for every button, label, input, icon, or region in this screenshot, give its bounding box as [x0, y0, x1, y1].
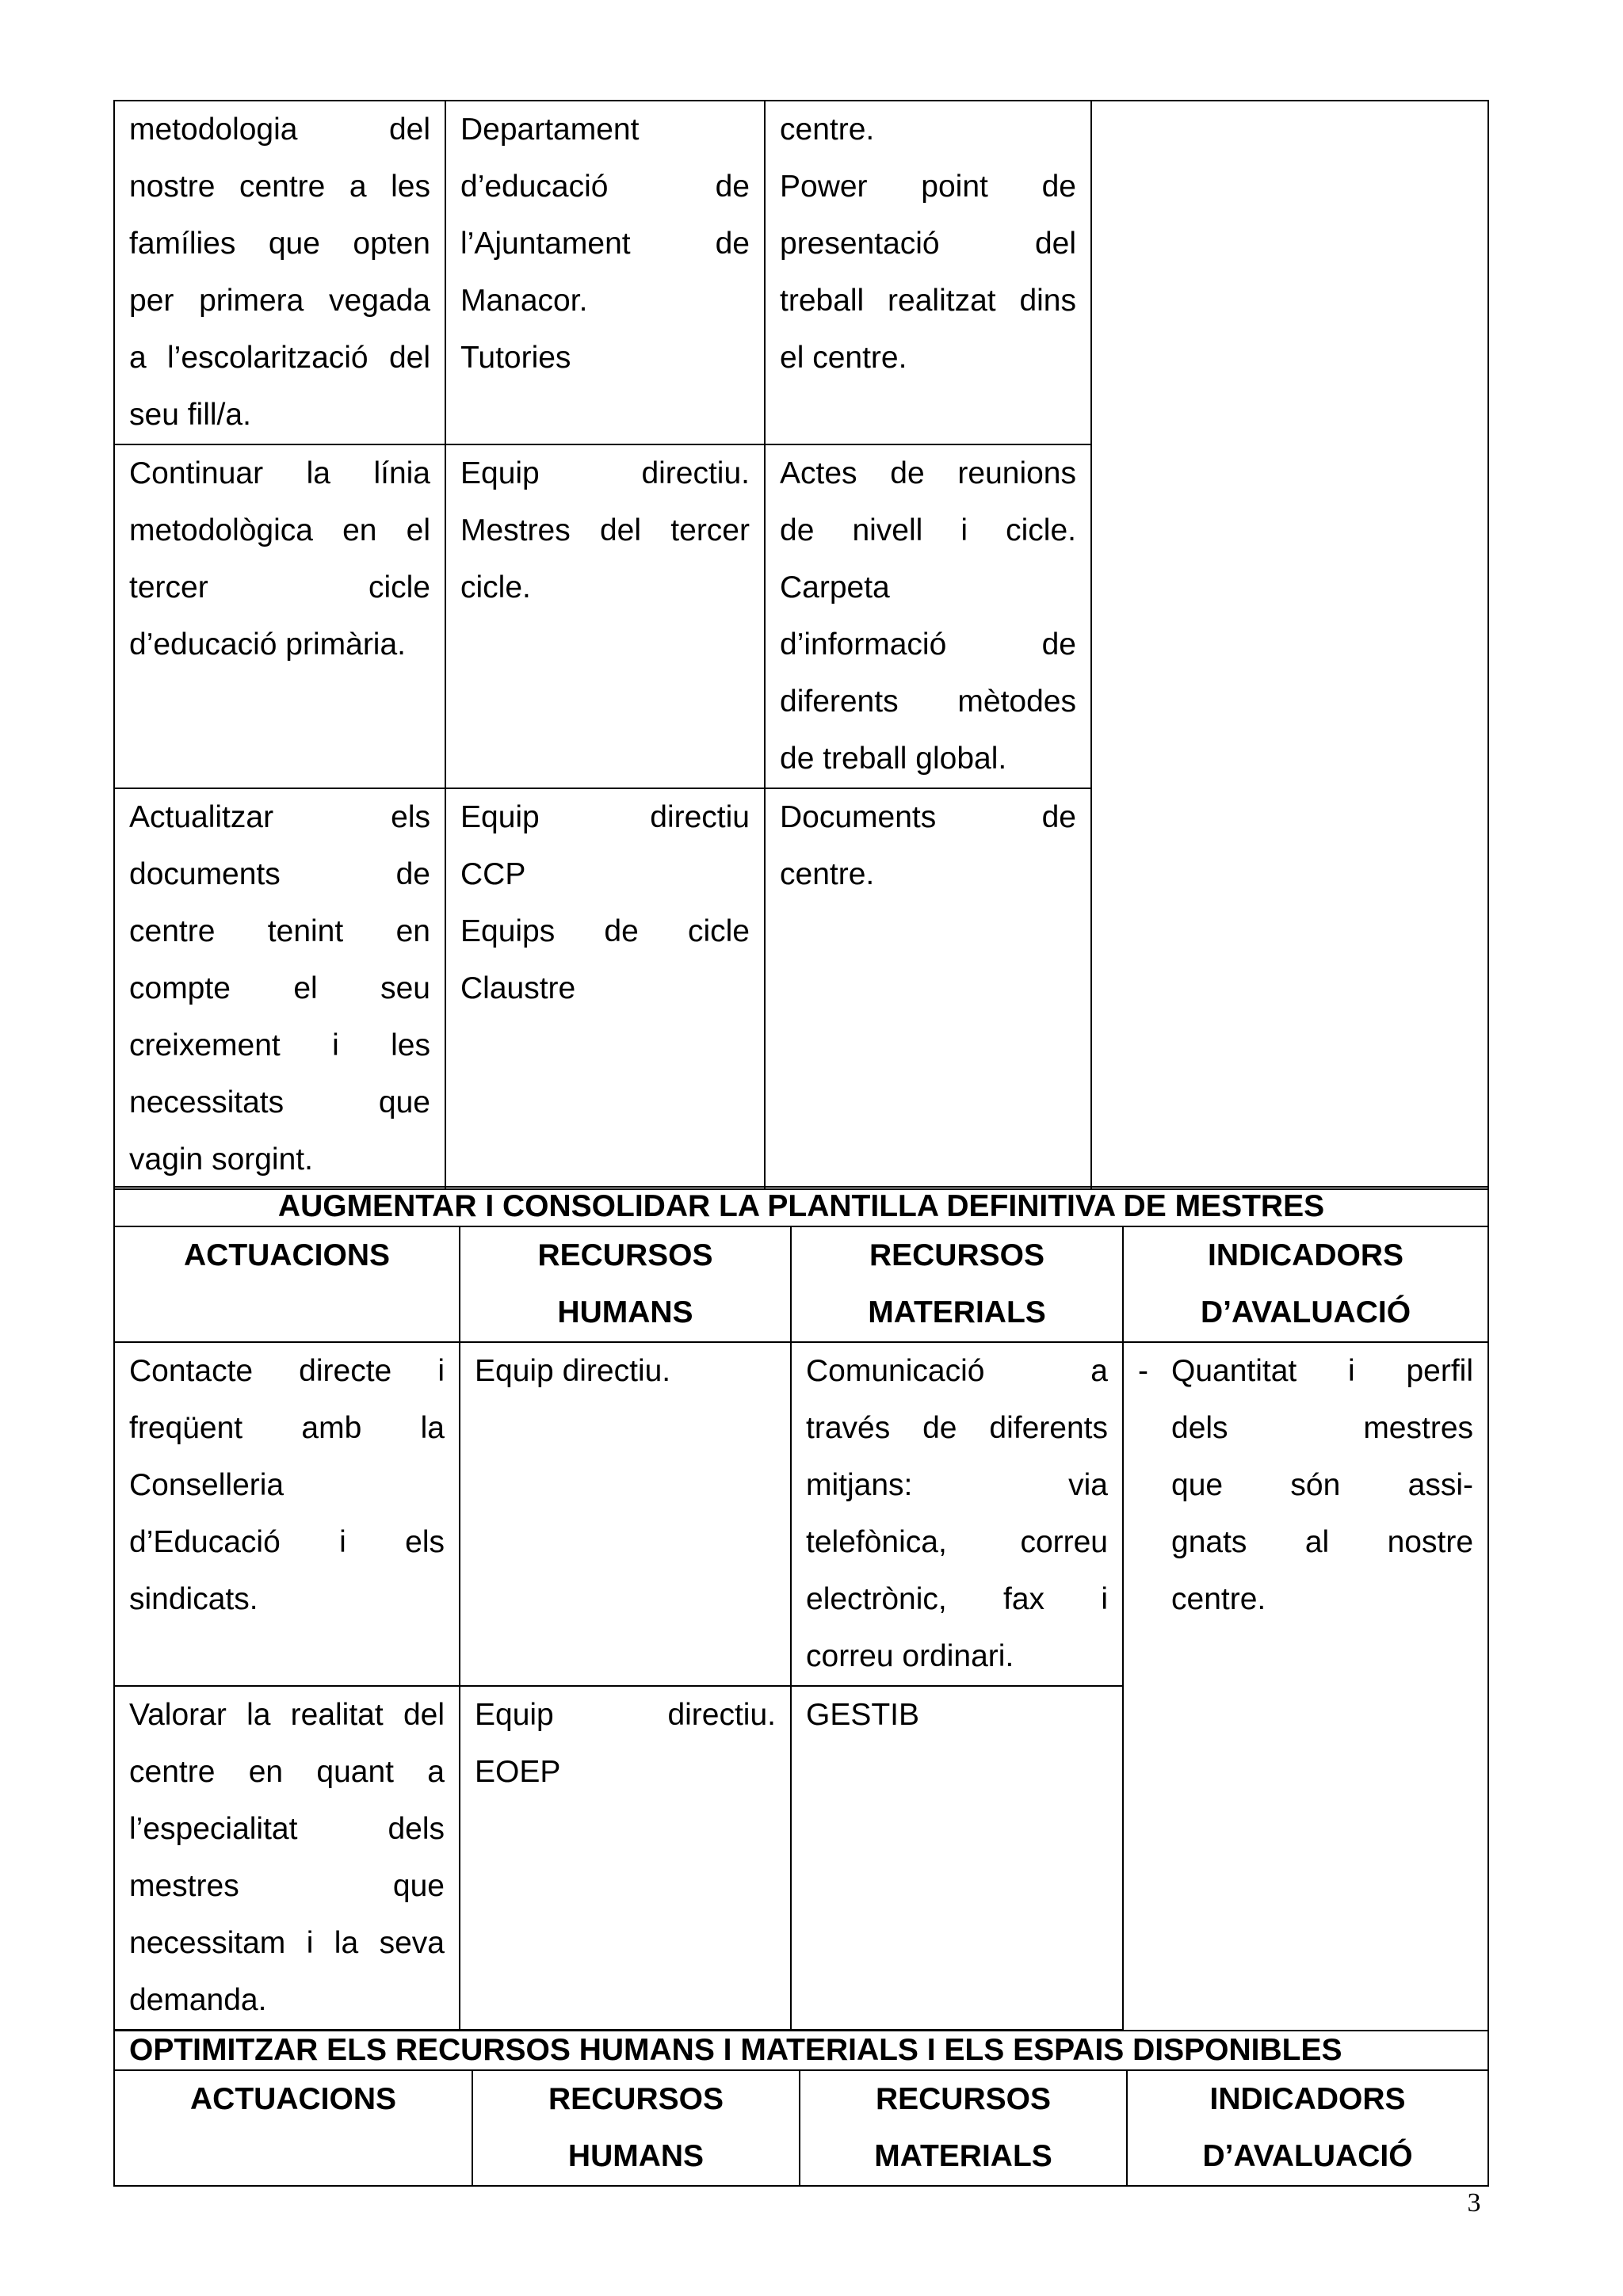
recursos-humans-cell	[445, 444, 765, 788]
cell-line: centre.	[780, 113, 875, 147]
cell-line: demanda.	[129, 1983, 267, 2017]
cell-line: Valorar la realitat del	[129, 1698, 445, 1732]
table-row	[114, 1342, 1488, 1686]
table-optimitzar	[113, 2030, 1489, 2187]
cell-line: de treball global.	[780, 742, 1007, 776]
table-row	[114, 101, 1488, 444]
cell-line: Equip directiu	[460, 800, 750, 834]
cell-line: de nivell i cicle.	[780, 513, 1076, 547]
indicadors-cell	[1123, 1342, 1488, 2030]
table-plantilla	[113, 1186, 1489, 2031]
recursos-materials-cell	[791, 1686, 1123, 2030]
cell-line: d’informació de	[780, 627, 1076, 662]
actuacio-cell	[114, 1342, 460, 1686]
cell-line: centre tenint en	[129, 914, 430, 948]
recursos-humans-cell	[445, 101, 765, 444]
list-dash: -	[1138, 1354, 1148, 1388]
cell-line: Mestres del tercer	[460, 513, 750, 547]
cell-line: documents de	[129, 857, 430, 891]
cell-line: telefònica, correu	[806, 1525, 1108, 1559]
cell-line: mitjans: via	[806, 1468, 1108, 1502]
cell-line: dels mestres	[1171, 1411, 1474, 1445]
cell-line: centre.	[1171, 1582, 1266, 1616]
header-line: MATERIALS	[874, 2139, 1052, 2173]
actuacio-cell	[114, 444, 445, 788]
cell-line: Conselleria	[129, 1468, 285, 1502]
header-line: HUMANS	[567, 2139, 705, 2173]
cell-line: Documents de	[780, 800, 1076, 834]
recursos-materials-cell	[765, 101, 1091, 444]
recursos-humans-cell	[445, 788, 765, 1189]
cell-line: treball realitzat dins	[780, 284, 1076, 318]
cell-line: mestres que	[129, 1869, 445, 1903]
cell-line: metodologia del	[129, 113, 430, 147]
header-actuacions	[114, 2070, 472, 2186]
cell-line: tercer cicle	[129, 570, 430, 605]
cell-line: centre en quant a	[129, 1755, 445, 1789]
header-line: D’AVALUACIÓ	[1200, 1295, 1411, 1329]
recursos-materials-cell	[765, 444, 1091, 788]
header-actuacions	[114, 1226, 460, 1342]
actuacio-cell	[114, 1686, 460, 2030]
cell-line: Continuar la línia	[129, 456, 430, 490]
recursos-humans-cell	[460, 1686, 791, 2030]
cell-line: diferents mètodes	[780, 685, 1076, 719]
table-title-row	[114, 2031, 1488, 2070]
header-line: ACTUACIONS	[190, 2082, 396, 2116]
header-indicadors	[1123, 1226, 1488, 1342]
cell-line: Comunicació a	[806, 1354, 1108, 1388]
cell-line: Actualitzar els	[129, 800, 430, 834]
header-recursos-humans	[460, 1226, 791, 1342]
cell-line: seu fill/a.	[129, 398, 251, 432]
header-line: ACTUACIONS	[184, 1238, 390, 1272]
header-line: RECURSOS	[548, 2082, 724, 2116]
cell-line: compte el seu	[129, 971, 430, 1005]
cell-line: Departament	[460, 113, 640, 147]
cell-line: l’Ajuntament de	[460, 227, 750, 261]
header-line: RECURSOS	[869, 1238, 1045, 1272]
cell-line: Tutories	[460, 341, 571, 375]
recursos-humans-cell	[460, 1342, 791, 1686]
recursos-materials-cell	[765, 788, 1091, 1189]
header-line: HUMANS	[557, 1295, 693, 1329]
recursos-materials-cell	[791, 1342, 1123, 1686]
header-recursos-humans	[472, 2070, 800, 2186]
cell-line: necessitam i la seva	[129, 1926, 445, 1960]
cell-line: correu ordinari.	[806, 1639, 1014, 1673]
cell-line: vagin sorgint.	[129, 1142, 313, 1177]
cell-line: el centre.	[780, 341, 907, 375]
header-indicadors	[1127, 2070, 1488, 2186]
cell-line: metodològica en el	[129, 513, 430, 547]
table-title-row	[114, 1187, 1488, 1226]
cell-line: Equips de cicle	[460, 914, 750, 948]
cell-line: que són assi-	[1171, 1468, 1474, 1502]
cell-line: famílies que opten	[129, 227, 430, 261]
cell-line: d’educació primària.	[129, 627, 407, 662]
cell-line: EOEP	[475, 1755, 561, 1789]
cell-line: electrònic, fax i	[806, 1582, 1108, 1616]
header-recursos-materials	[800, 2070, 1127, 2186]
cell-line: Equip directiu.	[475, 1698, 776, 1732]
cell-line: Power point de	[780, 170, 1076, 204]
cell-line: Quantitat i perfil	[1171, 1354, 1474, 1388]
cell-line: Carpeta	[780, 570, 890, 605]
section-title: OPTIMITZAR ELS RECURSOS HUMANS I MATERIALS I ELS ESPAIS DISPONIBLES	[114, 2031, 1488, 2070]
table-header-row	[114, 1226, 1488, 1342]
cell-line: CCP	[460, 857, 526, 891]
header-recursos-materials	[791, 1226, 1123, 1342]
indicadors-cell	[1091, 101, 1488, 1189]
cell-line: Manacor.	[460, 284, 588, 318]
table-continuation	[113, 100, 1489, 1190]
header-line: D’AVALUACIÓ	[1202, 2139, 1413, 2173]
actuacio-cell	[114, 101, 445, 444]
cell-line: d’educació de	[460, 170, 750, 204]
cell-line: centre.	[780, 857, 875, 891]
header-line: RECURSOS	[875, 2082, 1052, 2116]
table-header-row	[114, 2070, 1488, 2186]
indicator-list-item	[1138, 1343, 1473, 1628]
header-line: MATERIALS	[868, 1295, 1046, 1329]
cell-line: a l’escolarització del	[129, 341, 430, 375]
cell-line: per primera vegada	[129, 284, 430, 318]
cell-line: GESTIB	[806, 1698, 920, 1732]
indicator-text	[1171, 1343, 1473, 1628]
page-number: 3	[1467, 2188, 1481, 2218]
cell-line: Contacte directe i	[129, 1354, 445, 1388]
header-line: RECURSOS	[537, 1238, 713, 1272]
cell-line: creixement i les	[129, 1028, 430, 1062]
cell-line: Actes de reunions	[780, 456, 1076, 490]
cell-line: Claustre	[460, 971, 576, 1005]
cell-line: d’Educació i els	[129, 1525, 445, 1559]
cell-line: sindicats.	[129, 1582, 258, 1616]
cell-line: l’especialitat dels	[129, 1812, 445, 1846]
actuacio-cell	[114, 788, 445, 1189]
cell-line: cicle.	[460, 570, 531, 605]
cell-line: gnats al nostre	[1171, 1525, 1474, 1559]
section-title: AUGMENTAR I CONSOLIDAR LA PLANTILLA DEFINITIVA DE MESTRES	[114, 1187, 1488, 1226]
cell-line: Equip directiu.	[475, 1354, 671, 1388]
cell-line: Equip directiu.	[460, 456, 750, 490]
cell-line: través de diferents	[806, 1411, 1108, 1445]
cell-line: nostre centre a les	[129, 170, 430, 204]
header-line: INDICADORS	[1209, 2082, 1406, 2116]
header-line: INDICADORS	[1208, 1238, 1404, 1272]
cell-line: presentació del	[780, 227, 1076, 261]
cell-line: necessitats que	[129, 1085, 430, 1119]
cell-line: freqüent amb la	[129, 1411, 445, 1445]
